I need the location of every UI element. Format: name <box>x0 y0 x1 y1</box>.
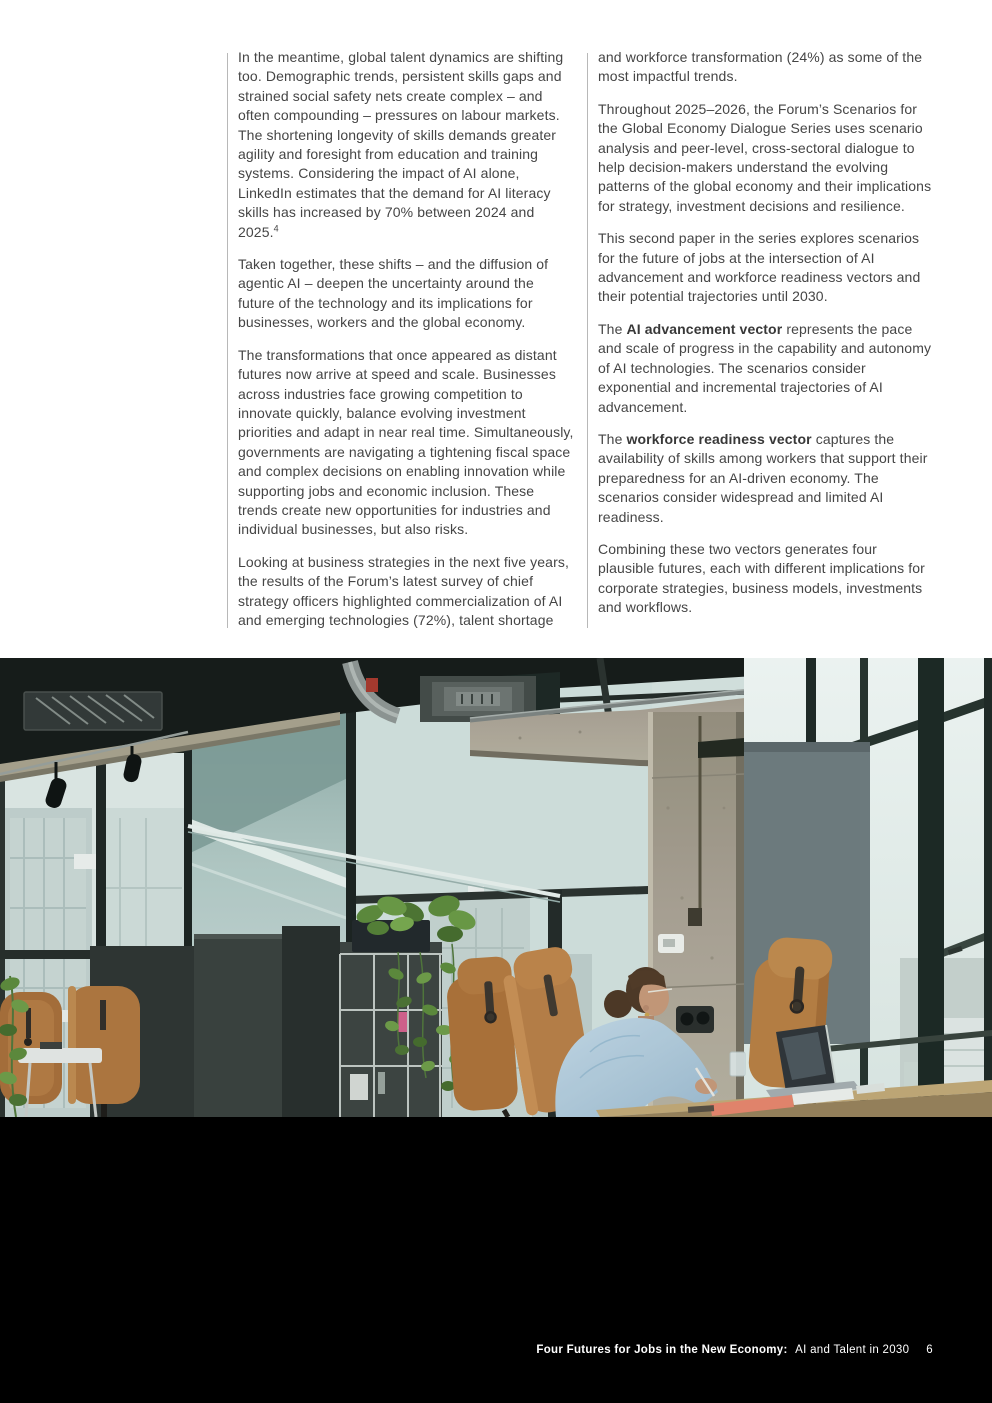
text-run: In the meantime, global talent dynamics are shifting too. Demographic trends, persistent skills gaps and strained social safety nets create complex – and often compounding – pressures on labour markets. The shortening longevity of skills demands greater agility and foresight from education and training systems. Considering the impact of AI alone, LinkedIn estimates that the demand for AI literacy skills has increased by 70% between 2024 and 2025. <box>238 49 564 240</box>
text-run: The <box>598 320 627 337</box>
text-run: represents the pace and scale of progress in the capability and autonomy of AI technologies. The scenarios consider exponential and incremental trajectories of AI advancement. <box>598 320 932 415</box>
text-run: Looking at business strategies in the next five years, the results of the Forum’s latest survey of chief strategy officers highlighted commercialization of AI and emerging technologies (72%), talent shortage <box>238 553 569 628</box>
page-number: 6 <box>926 1344 933 1356</box>
text-run: This second paper in the series explores scenarios for the future of jobs at the intersection of AI advancement and workforce readiness vectors and their potential trajectories until 2030. <box>598 230 921 305</box>
paragraph <box>238 346 574 540</box>
paragraph <box>598 320 936 417</box>
footer-band <box>0 1117 992 1403</box>
paragraph <box>598 430 936 527</box>
footer-row <box>536 1344 933 1356</box>
footer-report-title <box>536 1344 909 1356</box>
footer-title-bold: Four Futures for Jobs in the New Economy: <box>536 1344 788 1356</box>
paragraph <box>598 48 936 87</box>
color-grade-overlay <box>0 658 992 1117</box>
paragraph <box>598 540 936 618</box>
footer-title-regular: AI and Talent in 2030 <box>795 1344 910 1356</box>
text-run: Taken together, these shifts – and the diffusion of agentic AI – deepen the uncertainty around the future of the technology and its implications for businesses, workers and the global economy. <box>238 256 549 331</box>
left-text-column <box>238 48 574 643</box>
footnote-reference: 4 <box>273 223 279 233</box>
office-photo <box>0 658 992 1117</box>
text-run: and workforce transformation (24%) as some of the most impactful trends. <box>598 49 923 85</box>
right-column-rule <box>587 53 588 628</box>
text-run: captures the availability of skills among workers that support their preparedness for an AI-driven economy. The scenarios consider widespread and limited AI readiness. <box>598 430 928 525</box>
text-run: Throughout 2025–2026, the Forum’s Scenarios for the Global Economy Dialogue Series uses scenario analysis and peer-level, cross-sectoral dialogue to help decision-makers understand the evolving patterns of the global economy and their implications for strategy, investment decisions and resilience. <box>598 100 932 214</box>
text-run: The <box>598 430 627 447</box>
text-run: The transformations that once appeared as distant futures now arrive at speed and scale. Businesses across industries face growing competition to innovate quickly, balance evolving investment priorities and adapt in near real time. Simultaneously, governments are navigating a tightening fiscal space and complex decisions on enabling innovation while supporting jobs and economic inclusion. These trends create new opportunities for industries and individual businesses, but also risks. <box>238 346 574 538</box>
right-text-column <box>598 48 936 631</box>
paragraph <box>238 255 574 333</box>
paragraph <box>238 48 574 242</box>
paragraph <box>598 229 936 307</box>
text-run: Combining these two vectors generates four plausible futures, each with different implications for corporate strategies, business models, investments and workflows. <box>598 540 925 616</box>
bold-text-run: AI advancement vector <box>626 320 783 337</box>
left-column-rule <box>227 53 228 628</box>
bold-text-run: workforce readiness vector <box>626 430 812 447</box>
paragraph <box>238 553 574 631</box>
paragraph <box>598 100 936 216</box>
office-photo-illustration <box>0 658 992 1117</box>
